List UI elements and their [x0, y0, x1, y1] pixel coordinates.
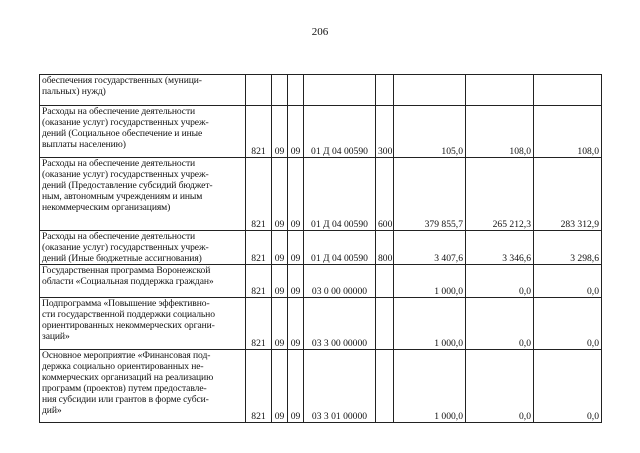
item-name-line: коммерческих организаций на реализацию — [42, 372, 214, 383]
cell-amount-year3: 0,0 — [534, 350, 602, 423]
cell-expense-type — [376, 75, 394, 106]
cell-section: 09 — [272, 265, 288, 298]
table-row — [40, 231, 602, 265]
cell-amount-year1: 1 000,0 — [394, 350, 466, 423]
cell-amount-year2: 0,0 — [466, 298, 534, 350]
cell-expense-type — [376, 298, 394, 350]
cell-amount-year3: 0,0 — [534, 298, 602, 350]
cell-amount-year3: 108,0 — [534, 106, 602, 158]
cell-amount-year2: 265 212,3 — [466, 158, 534, 231]
cell-target-article: 01 Д 04 00590 — [304, 231, 376, 265]
item-name-line: обеспечения государственных (муници- — [42, 75, 202, 86]
cell-item-name — [40, 75, 246, 106]
cell-section — [272, 75, 288, 106]
item-name-line: Расходы на обеспечение деятельности — [42, 106, 196, 117]
item-name-line: дений (Предоставление субсидий бюджет- — [42, 180, 213, 191]
cell-expense-type — [376, 265, 394, 298]
cell-item-name — [40, 350, 246, 423]
cell-target-article: 01 Д 04 00590 — [304, 106, 376, 158]
item-name-line: (оказание услуг) государственных учреж- — [42, 242, 209, 253]
cell-section: 09 — [272, 158, 288, 231]
cell-target-article: 01 Д 04 00590 — [304, 158, 376, 231]
cell-subsection: 09 — [288, 350, 304, 423]
cell-grbs: 821 — [246, 106, 272, 158]
item-name-line: (оказание услуг) государственных учреж- — [42, 117, 209, 128]
item-name-line: дений (Социальное обеспечение и иные — [42, 128, 203, 139]
cell-target-article: 03 0 00 00000 — [304, 265, 376, 298]
item-name-line: программ (проектов) путем предоставле- — [42, 383, 207, 394]
cell-item-name — [40, 265, 246, 298]
cell-amount-year2 — [466, 75, 534, 106]
item-name-line: заций» — [42, 331, 70, 342]
table-row — [40, 158, 602, 231]
cell-section: 09 — [272, 231, 288, 265]
page-number: 206 — [311, 26, 329, 38]
cell-grbs: 821 — [246, 231, 272, 265]
item-name-line: некоммерческим организациям) — [42, 202, 171, 213]
cell-subsection: 09 — [288, 298, 304, 350]
item-name-line: Расходы на обеспечение деятельности — [42, 158, 196, 169]
cell-subsection: 09 — [288, 106, 304, 158]
cell-grbs: 821 — [246, 350, 272, 423]
cell-amount-year1: 379 855,7 — [394, 158, 466, 231]
cell-item-name — [40, 158, 246, 231]
cell-target-article: 03 3 01 00000 — [304, 350, 376, 423]
table-row — [40, 75, 602, 106]
item-name-line: Подпрограмма «Повышение эффективно- — [42, 298, 210, 309]
cell-section: 09 — [272, 106, 288, 158]
cell-amount-year3 — [534, 75, 602, 106]
item-name-line: ориентированных некоммерческих органи- — [42, 320, 215, 331]
cell-expense-type: 800 — [376, 231, 394, 265]
cell-amount-year3: 283 312,9 — [534, 158, 602, 231]
cell-section: 09 — [272, 298, 288, 350]
cell-item-name — [40, 298, 246, 350]
item-name-line: дений (Иные бюджетные ассигнования) — [42, 253, 202, 264]
item-name-line: держка социально ориентированных не- — [42, 361, 204, 372]
cell-amount-year2: 3 346,6 — [466, 231, 534, 265]
item-name-line: сти государственной поддержки социально — [42, 309, 215, 320]
item-name-line: Государственная программа Воронежской — [42, 265, 211, 276]
cell-subsection: 09 — [288, 158, 304, 231]
cell-amount-year3: 3 298,6 — [534, 231, 602, 265]
cell-subsection — [288, 75, 304, 106]
cell-section: 09 — [272, 350, 288, 423]
cell-expense-type — [376, 350, 394, 423]
cell-subsection: 09 — [288, 231, 304, 265]
cell-amount-year1: 105,0 — [394, 106, 466, 158]
cell-item-name — [40, 106, 246, 158]
cell-amount-year2: 0,0 — [466, 265, 534, 298]
item-name-line: (оказание услуг) государственных учреж- — [42, 169, 209, 180]
table-row — [40, 298, 602, 350]
cell-target-article — [304, 75, 376, 106]
item-name-line: ным, автономным учреждениям и иным — [42, 191, 203, 202]
cell-amount-year1 — [394, 75, 466, 106]
cell-grbs — [246, 75, 272, 106]
budget-table — [39, 74, 602, 423]
table-row — [40, 350, 602, 423]
cell-amount-year1: 1 000,0 — [394, 265, 466, 298]
item-name-line: области «Социальная поддержка граждан» — [42, 276, 214, 287]
item-name-line: выплаты населению) — [42, 139, 126, 150]
item-name-line: ния субсидии или грантов в форме субси- — [42, 394, 209, 405]
cell-grbs: 821 — [246, 265, 272, 298]
table-row — [40, 265, 602, 298]
cell-amount-year1: 1 000,0 — [394, 298, 466, 350]
cell-amount-year1: 3 407,6 — [394, 231, 466, 265]
cell-item-name — [40, 231, 246, 265]
cell-amount-year2: 0,0 — [466, 350, 534, 423]
cell-subsection: 09 — [288, 265, 304, 298]
cell-expense-type: 600 — [376, 158, 394, 231]
cell-grbs: 821 — [246, 298, 272, 350]
table-row — [40, 106, 602, 158]
item-name-line: Расходы на обеспечение деятельности — [42, 231, 196, 242]
item-name-line: пальных) нужд) — [42, 86, 106, 97]
cell-amount-year2: 108,0 — [466, 106, 534, 158]
cell-grbs: 821 — [246, 158, 272, 231]
item-name-line: дий» — [42, 405, 62, 416]
cell-expense-type: 300 — [376, 106, 394, 158]
cell-amount-year3: 0,0 — [534, 265, 602, 298]
item-name-line: Основное мероприятие «Финансовая под- — [42, 350, 211, 361]
cell-target-article: 03 3 00 00000 — [304, 298, 376, 350]
